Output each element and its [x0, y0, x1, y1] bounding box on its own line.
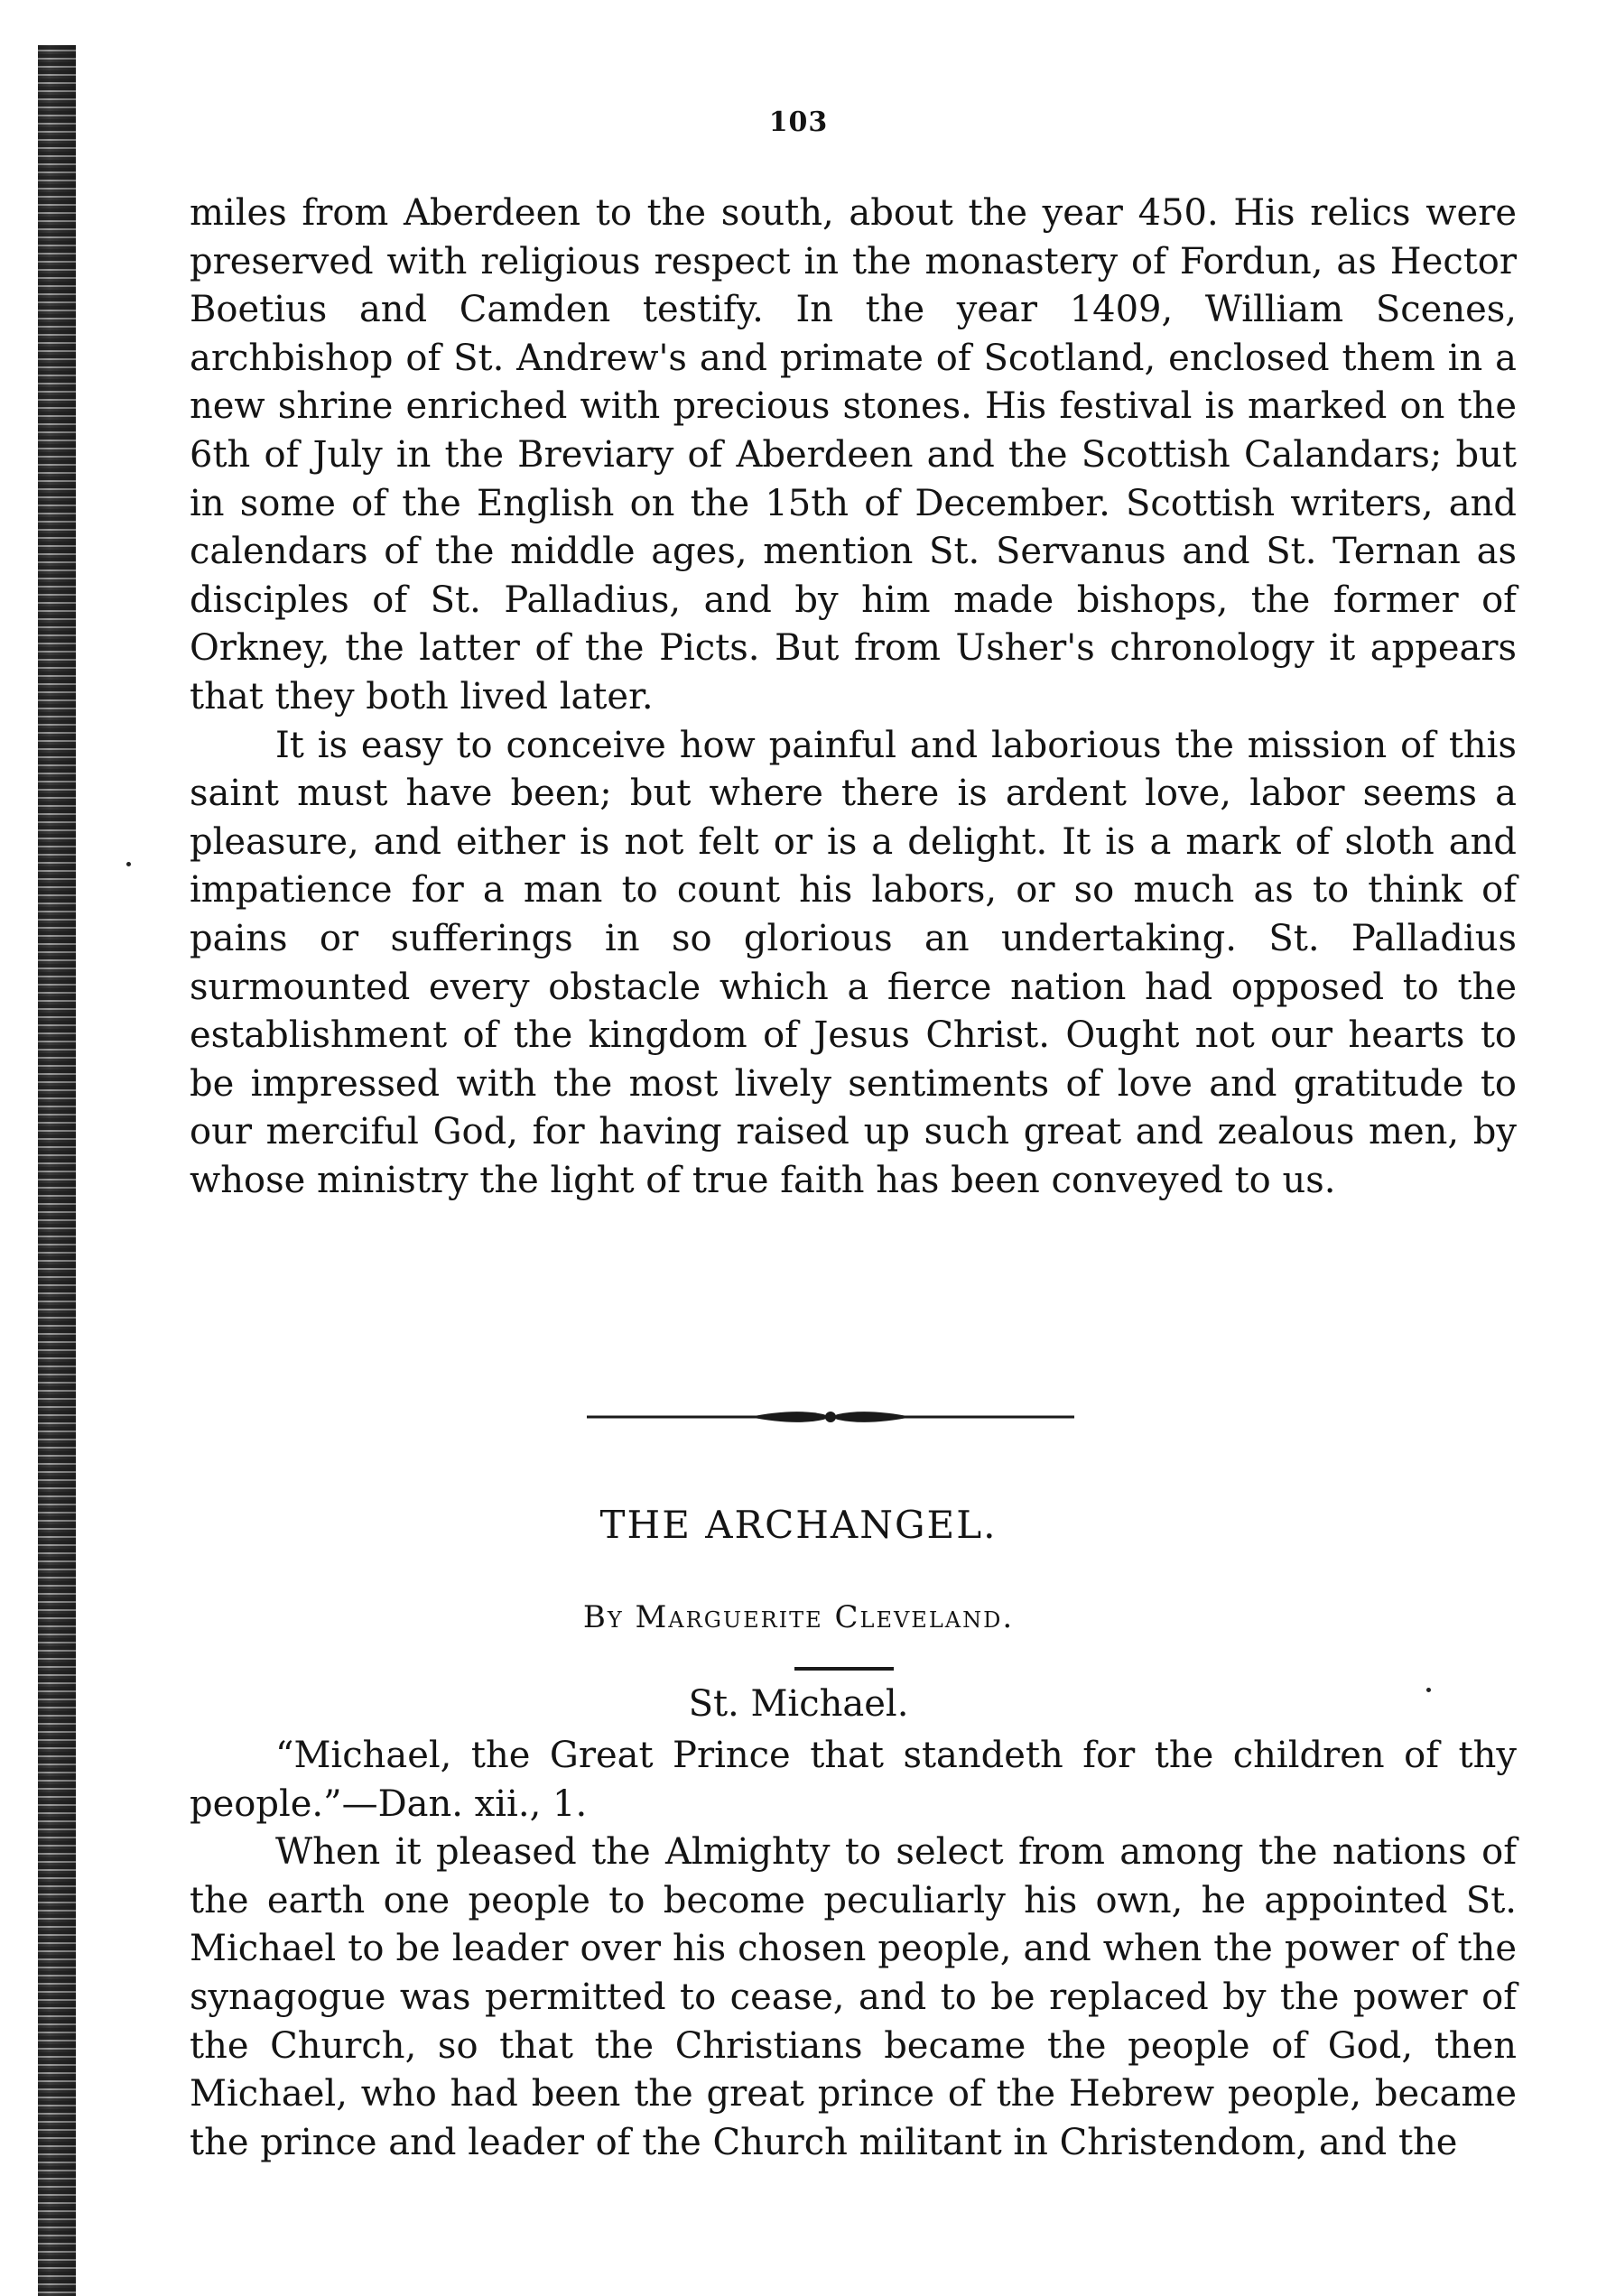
ink-speck [1426, 1688, 1431, 1692]
epigraph: “Michael, the Great Prince that standeth for the children of thy people.”—Dan. xii., 1. [190, 1735, 1517, 1825]
paragraph: When it pleased the Almighty to select from among the nations of the earth one people to become peculiarly his own, he appointed St. Michael to be leader over his chosen people, and when the power of the synagogue was permitted to cease, and to be replaced by the power of the Church, so that the Christians became the people of God, then Michael, who had been the great prince of the Hebrew people, became the prince and leader of the Church militant in Christendom, and the [190, 1831, 1517, 2163]
body-text-top [190, 190, 1517, 1205]
article-title: THE ARCHANGEL. [599, 1503, 998, 1547]
short-rule [794, 1667, 894, 1671]
page-number: 103 [768, 106, 829, 138]
ink-speck [126, 862, 131, 866]
article-subheading: St. Michael. [688, 1683, 909, 1725]
paragraph: It is easy to conceive how painful and laborious the mission of this saint must have been; but where there is ardent love, labor seems a pleasure, and either is not felt or is a delight. It is a mark of sloth and impatience for a man to count his labors, or so much as to think of pains or sufferings in so glorious an undertaking. St. Palladius surmounted every obstacle which a fierce nation had opposed to the establishment of the kingdom of Jesus Christ. Ought not our hearts to be impressed with the most lively sentiments of love and gratitude to our merciful God, for having raised up such great and zealous men, by whose ministry the light of true faith has been conveyed to us. [190, 724, 1517, 1201]
article-byline: By Marguerite Cleveland. [582, 1599, 1015, 1635]
book-binding-edge [38, 45, 76, 2296]
section-divider-ornament [587, 1403, 1074, 1430]
paragraph: miles from Aberdeen to the south, about the year 450. His relics were preserved with religious respect in the monastery of Fordun, as Hector Boetius and Camden testify. In the year 1409, William Scenes, archbishop of St. Andrew's and primate of Scotland, enclosed them in a new shrine enriched with precious stones. His festival is marked on the 6th of July in the Breviary of Aberdeen and the Scottish Calandars; but in some of the English on the 15th of December. Scottish writers, and calendars of the middle ages, mention St. Servanus and St. Ternan as disciples of St. Palladius, and by him made bishops, the former of Orkney, the latter of the Picts. But from Usher's chronology it appears that they both lived later. [190, 192, 1517, 718]
body-text-bottom [190, 1732, 1517, 2167]
